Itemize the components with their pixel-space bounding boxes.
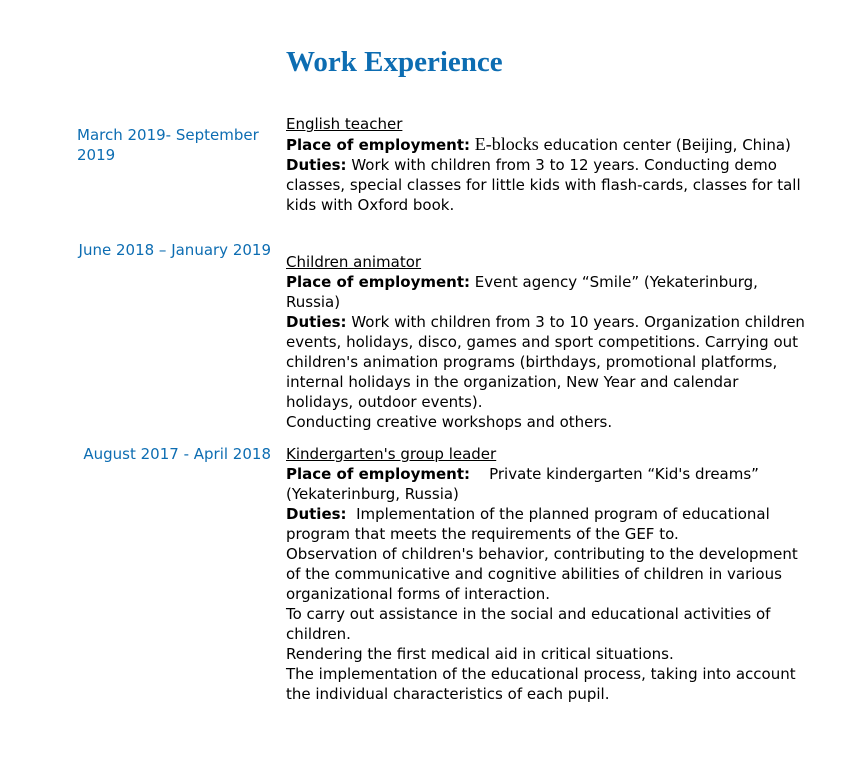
place-label: Place of employment:	[286, 465, 471, 483]
job-entry	[286, 444, 806, 704]
place-text: education center (Beijing, China)	[538, 136, 791, 154]
duties	[286, 504, 806, 544]
duty-line: Rendering the first medical aid in critical situations.	[286, 645, 674, 663]
place-text: Private kindergarten “Kid's dreams” (Yekaterinburg, Russia)	[286, 465, 764, 503]
job-dates: March 2019- September 2019	[77, 126, 259, 164]
place-of-employment	[286, 272, 806, 312]
duties	[286, 155, 806, 215]
place-of-employment	[286, 464, 806, 504]
duties-text: Work with children from 3 to 10 years. Organization children events, holidays, disco, games and sport competitions. Carrying out children's animation programs (birthdays, promotional platforms, internal holidays in the organization, New Year and calendar holidays, outdoor events).	[286, 313, 805, 411]
duties	[286, 312, 806, 412]
job-role: Children animator	[286, 253, 422, 271]
duties-text: Implementation of the planned program of educational program that meets the requirements of the GEF to.	[286, 505, 775, 543]
duty-line: Observation of children's behavior, contributing to the development of the communicative and cognitive abilities of children in various organizational forms of interaction.	[286, 545, 798, 603]
job-role: Kindergarten's group leader	[286, 445, 497, 463]
place-of-employment	[286, 134, 806, 155]
place-label: Place of employment:	[286, 136, 471, 154]
job-dates: June 2018 – January 2019	[78, 241, 271, 259]
place-text: Event agency “Smile” (Yekaterinburg, Russia)	[286, 273, 758, 311]
duty-line: Conducting creative workshops and others.	[286, 413, 613, 431]
job-dates: August 2017 - April 2018	[83, 445, 271, 463]
place-brand: E-blocks	[474, 134, 539, 154]
job-entry	[286, 114, 806, 215]
job-role: English teacher	[286, 115, 403, 133]
duties-label: Duties:	[286, 156, 347, 174]
duties-label: Duties:	[286, 313, 347, 331]
job-entry	[286, 252, 806, 432]
page-title: Work Experience	[286, 46, 503, 78]
duty-line: The implementation of the educational process, taking into account the individual characteristics of each pupil.	[286, 665, 796, 703]
duties-label: Duties:	[286, 505, 347, 523]
place-label: Place of employment:	[286, 273, 471, 291]
duty-line: To carry out assistance in the social and educational activities of children.	[286, 605, 771, 643]
duties-text: Work with children from 3 to 12 years. Conducting demo classes, special classes for little kids with flash-cards, classes for tall kids with Oxford book.	[286, 156, 801, 214]
